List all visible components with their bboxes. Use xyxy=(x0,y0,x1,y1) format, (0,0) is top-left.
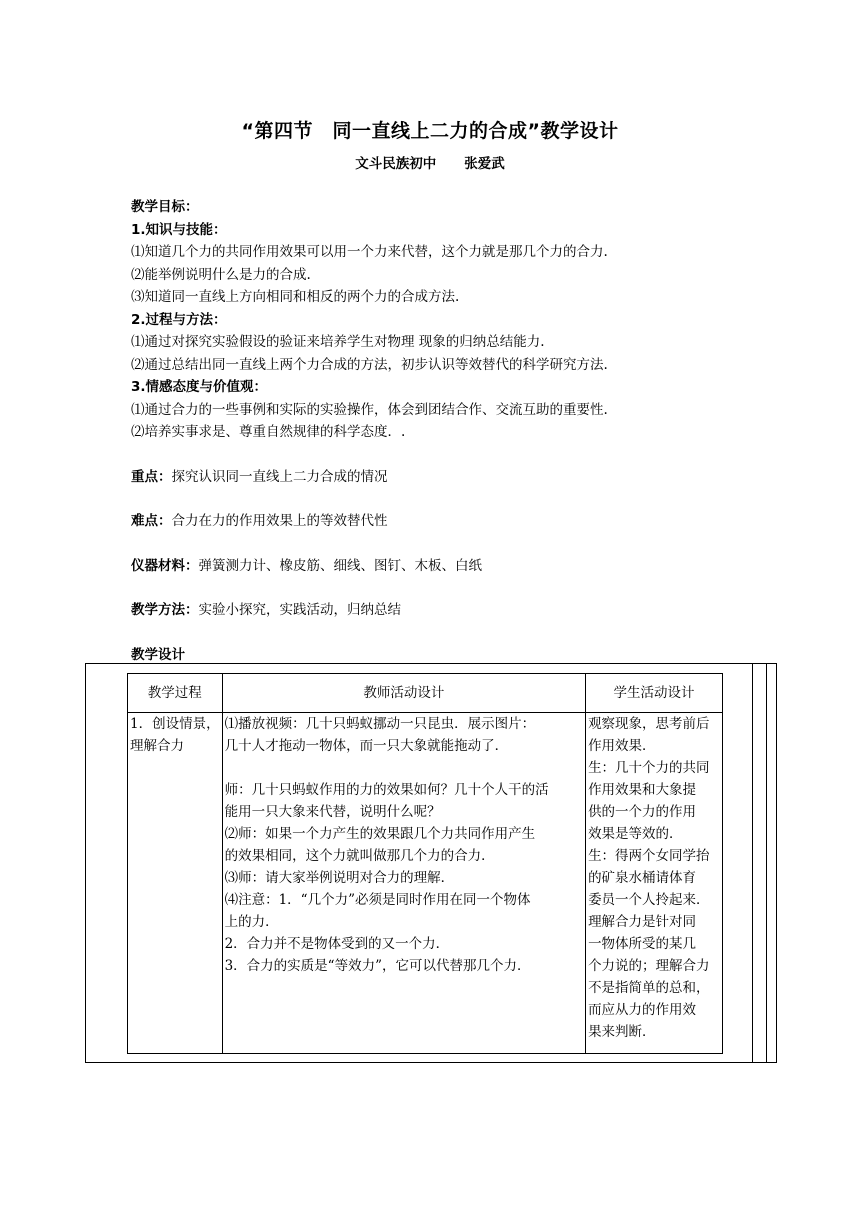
knowledge-item: ⑵能举例说明什么是力的合成. xyxy=(131,266,311,283)
design-table xyxy=(127,673,723,1054)
cell-line: 效果是等效的． xyxy=(588,826,683,842)
cell-line: 上的力． xyxy=(224,914,279,930)
method xyxy=(131,599,731,622)
frame-divider xyxy=(752,663,753,1063)
process-item: ⑵通过总结出同一直线上两个力合成的方法，初步认识等效替代的科学研究方法. xyxy=(131,356,608,373)
cell-line: 果来判断． xyxy=(588,1024,656,1040)
knowledge-item: ⑶知道同一直线上方向相同和相反的两个力的合成方法. xyxy=(131,289,460,305)
cell-line: 观察现象，思考前后 xyxy=(588,716,710,732)
table-row xyxy=(128,713,723,1054)
cell-line: 的效果相同，这个力就叫做那几个力的合力． xyxy=(224,848,495,864)
cell-teacher xyxy=(222,713,585,1054)
method-text: 实验小探究，实践活动，归纳总结 xyxy=(198,602,401,618)
key-point-text: 探究认识同一直线上二力合成的情况 xyxy=(171,468,388,485)
cell-line: 2．合力并不是物体受到的又一个力． xyxy=(224,936,450,952)
materials xyxy=(131,555,731,578)
document-body xyxy=(131,196,731,666)
cell-line: 委员一个人拎起来． xyxy=(588,892,710,908)
cell-line: 个力说的；理解合力 xyxy=(588,958,710,974)
method-label: 教学方法： xyxy=(131,602,199,618)
cell-line: ⑶师：请大家举例说明对合力的理解． xyxy=(224,870,455,886)
cell-line: 几十人才拖动一物体，而一只大象就能拖动了． xyxy=(224,738,509,754)
cell-line: 而应从力的作用效 xyxy=(588,1002,697,1018)
cell-line: 3．合力的实质是“等效力”，它可以代替那几个力． xyxy=(224,958,531,974)
cell-line: 能用一只大象来代替，说明什么呢？ xyxy=(224,804,441,820)
cell-line: 1．创设情景， xyxy=(130,716,220,732)
objectives-heading: 教学目标： xyxy=(131,199,199,215)
cell-student xyxy=(586,713,723,1054)
key-point-label: 重点： xyxy=(131,468,172,485)
header-process: 教学过程 xyxy=(128,674,223,713)
header-student: 学生活动设计 xyxy=(586,674,723,713)
emotion-item: ⑴通过合力的一些事例和实际的实验操作，体会到团结合作、交流互助的重要性. xyxy=(131,401,608,418)
cell-line: ⑵师：如果一个力产生的效果跟几个力共同作用产生 xyxy=(224,826,536,842)
frame-divider xyxy=(766,663,767,1063)
knowledge-item: ⑴知道几个力的共同作用效果可以用一个力来代替，这个力就是那几个力的合力. xyxy=(131,244,608,260)
materials-text: 弹簧测力计、橡皮筋、细线、图钉、木板、白纸 xyxy=(198,557,482,574)
cell-line: ⑷注意：1．“几个力”必须是同时作用在同一个物体 xyxy=(224,892,531,908)
header-teacher: 教师活动设计 xyxy=(222,674,585,713)
materials-label: 仪器材料： xyxy=(131,557,199,574)
cell-line: 生：几十个力的共同 xyxy=(588,760,710,776)
process-heading: 2.过程与方法： xyxy=(131,311,227,328)
emotion-item: ⑵培养实事求是、尊重自然规律的科学态度．. xyxy=(131,424,406,440)
knowledge-heading: 1.知识与技能： xyxy=(131,221,227,238)
difficulty-text: 合力在力的作用效果上的等效替代性 xyxy=(171,513,388,529)
table-header-row xyxy=(128,674,723,713)
cell-line: 的矿泉水桶请体育 xyxy=(588,870,697,886)
cell-line: 理解合力 xyxy=(130,738,184,754)
cell-line: 作用效果和大象提 xyxy=(588,782,697,798)
cell-line: 作用效果． xyxy=(588,738,656,754)
document-title: “第四节 同一直线上二力的合成”教学设计 xyxy=(241,120,619,142)
difficulty xyxy=(131,510,731,533)
difficulty-label: 难点： xyxy=(131,513,172,529)
cell-line: 不是指简单的总和， xyxy=(588,980,710,996)
cell-line: ⑴播放视频：几十只蚂蚁挪动一只昆虫．展示图片： xyxy=(224,716,536,732)
emotion-heading: 3.情感态度与价值观： xyxy=(131,379,268,395)
author-name: 张爱武 xyxy=(464,156,505,172)
cell-line: 生：得两个女同学抬 xyxy=(588,848,710,864)
cell-process xyxy=(128,713,223,1054)
design-heading: 教学设计 xyxy=(131,646,185,663)
process-item: ⑴通过对探究实验假设的验证来培养学生对物理 现象的归纳总结能力. xyxy=(131,334,545,350)
cell-line: 理解合力是针对同 xyxy=(588,914,697,930)
cell-line: 一物体所受的某几 xyxy=(588,936,697,952)
cell-line: 师：几十只蚂蚁作用的力的效果如何？几十个人干的活 xyxy=(224,782,549,798)
cell-line: 供的一个力的作用 xyxy=(588,804,697,820)
cell-line xyxy=(225,757,583,779)
key-point xyxy=(131,466,731,489)
author-school: 文斗民族初中 xyxy=(355,156,437,172)
author-line xyxy=(0,152,860,172)
